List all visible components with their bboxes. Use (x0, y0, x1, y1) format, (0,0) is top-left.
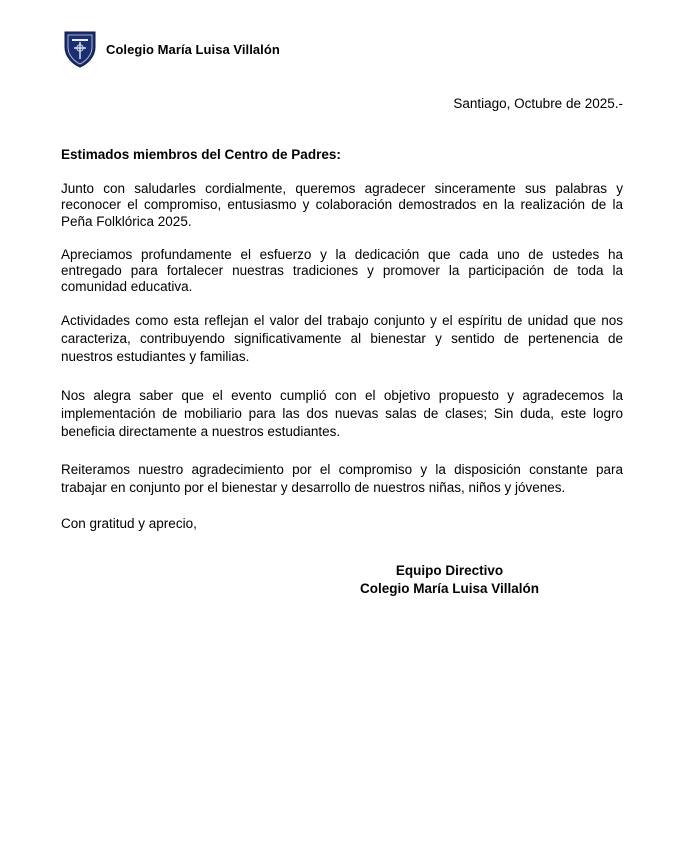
letter-date: Santiago, Octubre de 2025.- (453, 96, 623, 111)
letter-body (61, 147, 623, 533)
school-name: Colegio María Luisa Villalón (106, 41, 280, 57)
closing-line: Con gratitud y aprecio, (61, 516, 197, 532)
paragraph: Junto con saludarles cordialmente, queremos agradecer sinceramente sus palabras y reconocer el compromiso, entusiasmo y colaboración demostrados en la realización de la Peña Folklórica 2025. (61, 181, 623, 229)
paragraph: Apreciamos profundamente el esfuerzo y la dedicación que cada uno de ustedes ha entregado para fortalecer nuestras tradiciones y promover la participación de toda la comunidad educativa. (61, 246, 623, 295)
school-crest-icon (63, 29, 97, 69)
paragraph: Actividades como esta reflejan el valor del trabajo conjunto y el espíritu de unidad que nos caracteriza, contribuyendo significativamente al bienestar y sentido de pertenencia de nuestros estudiantes y familias. (61, 313, 623, 365)
paragraph: Nos alegra saber que el evento cumplió con el objetivo propuesto y agradecemos la implementación de mobiliario para las dos nuevas salas de clases; Sin duda, este logro beneficia directamente a nuestros estudiantes. (61, 388, 623, 440)
paragraph: Reiteramos nuestro agradecimiento por el compromiso y la disposición constante para trabajar en conjunto por el bienestar y desarrollo de nuestros niñas, niños y jóvenes. (61, 462, 623, 496)
signature-team: Equipo Directivo (395, 563, 504, 578)
letterhead (63, 29, 280, 69)
signature-block (317, 562, 582, 598)
salutation: Estimados miembros del Centro de Padres: (61, 147, 341, 162)
signature-school: Colegio María Luisa Villalón (359, 581, 540, 596)
